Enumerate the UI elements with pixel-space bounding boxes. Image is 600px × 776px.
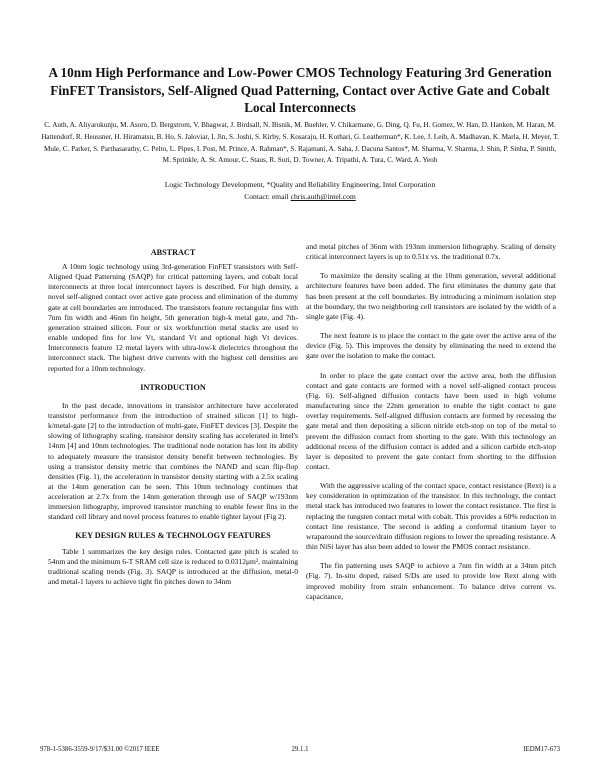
footer-section-number: 29.1.1 — [291, 746, 309, 753]
title-text: A 10nm High Performance and Low-Power CMOS Technology Featuring 3rd Generation FinFET Transistors, Self-Aligned Quad Patterning, Contact over Active Gate and Cobalt Local Interconnects — [48, 65, 552, 115]
right-paragraph-2: To maximize the density scaling at the 10nm generation, several additional architecture features have been added. The first eliminates the dummy gate that has been present at the cell boundaries. By introducing a minimum isolation step at the boundary, the two neighboring cell transistors are isolated by the width of a single gate (Fig. 4). — [306, 271, 556, 321]
design-rules-heading: KEY DESIGN RULES & TECHNOLOGY FEATURES — [75, 530, 271, 540]
introduction-heading: INTRODUCTION — [140, 382, 206, 392]
introduction-paragraph: In the past decade, innovations in transistor architecture have accelerated transistor performance from the introduction of strained silicon [1] to high-k/metal-gate [2] to the introduction of multi-gate, FinFET devices [3]. Despite the slowing of lithography scaling, transistor density scaling has accelerated in Intel's 14nm [4] and 10nm technologies. The traditional node notation has lost its ability to adequately measure the transistor density benefit between technologies. By using a transistor density metric that combines the NAND and scan flip-flop densities (Fig. 1), the acceleration in transistor density starting with a 2.5x scaling at the 14nm generation can be seen. This 10nm technology continues that acceleration at 2.7x from the 14nm generation through use of SAQP w/193nm immersion lithography, improved transistor matching to enable fewer fins in the standard cell library and novel process features to enable tighter layout (Fig 2). — [48, 400, 298, 522]
right-paragraph-1: and metal pitches of 36nm with 193nm immersion lithography. Scaling of density critical interconnect layers is up to 0.51x vs. the traditional 0.7x. — [306, 242, 556, 262]
abstract-paragraph: A 10nm logic technology using 3rd-generation FinFET transistors with Self-Aligned Quad Patterning (SAQP) for critical patterning layers, and cobalt local interconnects at three local interconnect layers is described. For high density, a novel self-aligned contact over active gate process and elimination of the dummy gate at cell boundaries are introduced. The transistors feature rectangular fins with 7nm fin width and 46nm fin height, 5th generation high-k metal gate, and 7th-generation strained silicon. Four or six workfunction metal stacks are used to enable undoped fins for low Vt, standard Vt and optional high Vt devices. Interconnects feature 12 metal layers with ultra-low-k dielectrics throughout the interconnect stack. The highest drive currents with the highest cell densities are reported for a 10nm technology. — [48, 262, 298, 373]
affiliation: Logic Technology Development, *Quality and Reliability Engineering, Intel Corporation — [164, 180, 436, 189]
paper-title — [40, 64, 560, 117]
author-list — [40, 120, 560, 167]
authors-text: C. Auth, A. Aliyarukunju, M. Asoro, D. Bergstrom, V. Bhagwat, J. Birdsall, N. Bisnik, M. Buehler, V. Chikarmane, G. Ding, Q. Fu, H. Gomez, W. Han, D. Hanken, M. Haran, M. Hattendorf, R. Heussner, H. Hiramatsu, B. Ho, S. Jaloviar, I. Jin, S. Joshi, S. Kirby, S. Kosaraju, H. Kothari, G. Leatherman*, K. Lee, J. Leib, A. Madhavan, K. Marla, H. Meyer, T. Mule, C. Parker, S. Parthasarathy, C. Pelto, L. Pipes, I. Post, M. Prince, A. Rahman*, S. Rajamani, A. Saha, J. Dacuna Santos*, M. Sharma, V. Sharma, J. Shin, P. Sinha, P. Smith, M. Sprinkle, A. St. Amour, C. Staus, R. Suri, D. Towner, A. Tripathi, A. Tura, C. Ward, A. Yeoh — [41, 121, 559, 165]
left-column — [48, 247, 298, 587]
right-paragraph-5: With the aggressive scaling of the contact space, contact resistance (Rext) is a key consideration in optimization of the transistor. In this technology, the contact metal stack has introduced two features to lower the contact resistance. The first is replacing the tungsten contact metal with cobalt. This provides a 60% reduction in contact line resistance. The second is adding a conformal titanium layer to wraparound the source/drain diffusion regions to lower the spreading resistance. A thin NiSi layer has also been added to lower the PMOS contact resistance. — [306, 481, 556, 552]
right-paragraph-3: The next feature is to place the contact to the gate over the active area of the device (Fig. 5). This improves the density by eliminating the need to extend the gate over the isolation to make the contact. — [306, 331, 556, 361]
footer-page-id: IEDM17-673 — [523, 746, 560, 753]
design-rules-paragraph: Table 1 summarizes the key design rules. Contacted gate pitch is scaled to 54nm and the minimum 6-T SRAM cell size is reduced to 0.0312μm², maintaining traditional scaling trends (Fig. 3). SAQP is introduced at the diffusion, metal-0 and metal-1 layers to achieve tight fin pitches down to 34nm — [48, 546, 298, 587]
right-paragraph-4: In order to place the gate contact over the active area, both the diffusion contact and gate contacts are formed with a novel self-aligned contact process (Fig. 6). Self-aligned diffusion contacts have been used in high volume manufacturing since the 22nm generation to enable the tight contact to gate overlay requirements. Self-aligned diffusion contacts are formed by recessing the gate metal and then depositing a silicon nitride etch-stop on top of the metal to prevent the diffusion contact from shorting to the gate. With this technology an additional recess of the diffusion contact is added and a silicon carbide etch-stop layer is deposited to prevent the gate contact from shorting to the diffusion contact. — [306, 370, 556, 471]
abstract-heading: ABSTRACT — [150, 248, 196, 257]
affiliation-block — [40, 179, 560, 203]
footer-isbn: 978-1-5386-3559-9/17/$31.00 ©2017 IEEE — [40, 746, 160, 753]
right-paragraph-6: The fin patterning uses SAQP to achieve a 7nm fin width at a 34nm pitch (Fig. 7). In-situ doped, raised S/Ds are used to provide low Rext along with improved mobility from strain enhancement. To balance drive current vs. capacitance, — [306, 561, 556, 601]
right-column — [306, 242, 556, 602]
contact-email-link[interactable]: chris.auth@intel.com — [290, 192, 356, 201]
contact-label: Contact: email — [244, 192, 291, 201]
contact-line — [40, 191, 560, 203]
